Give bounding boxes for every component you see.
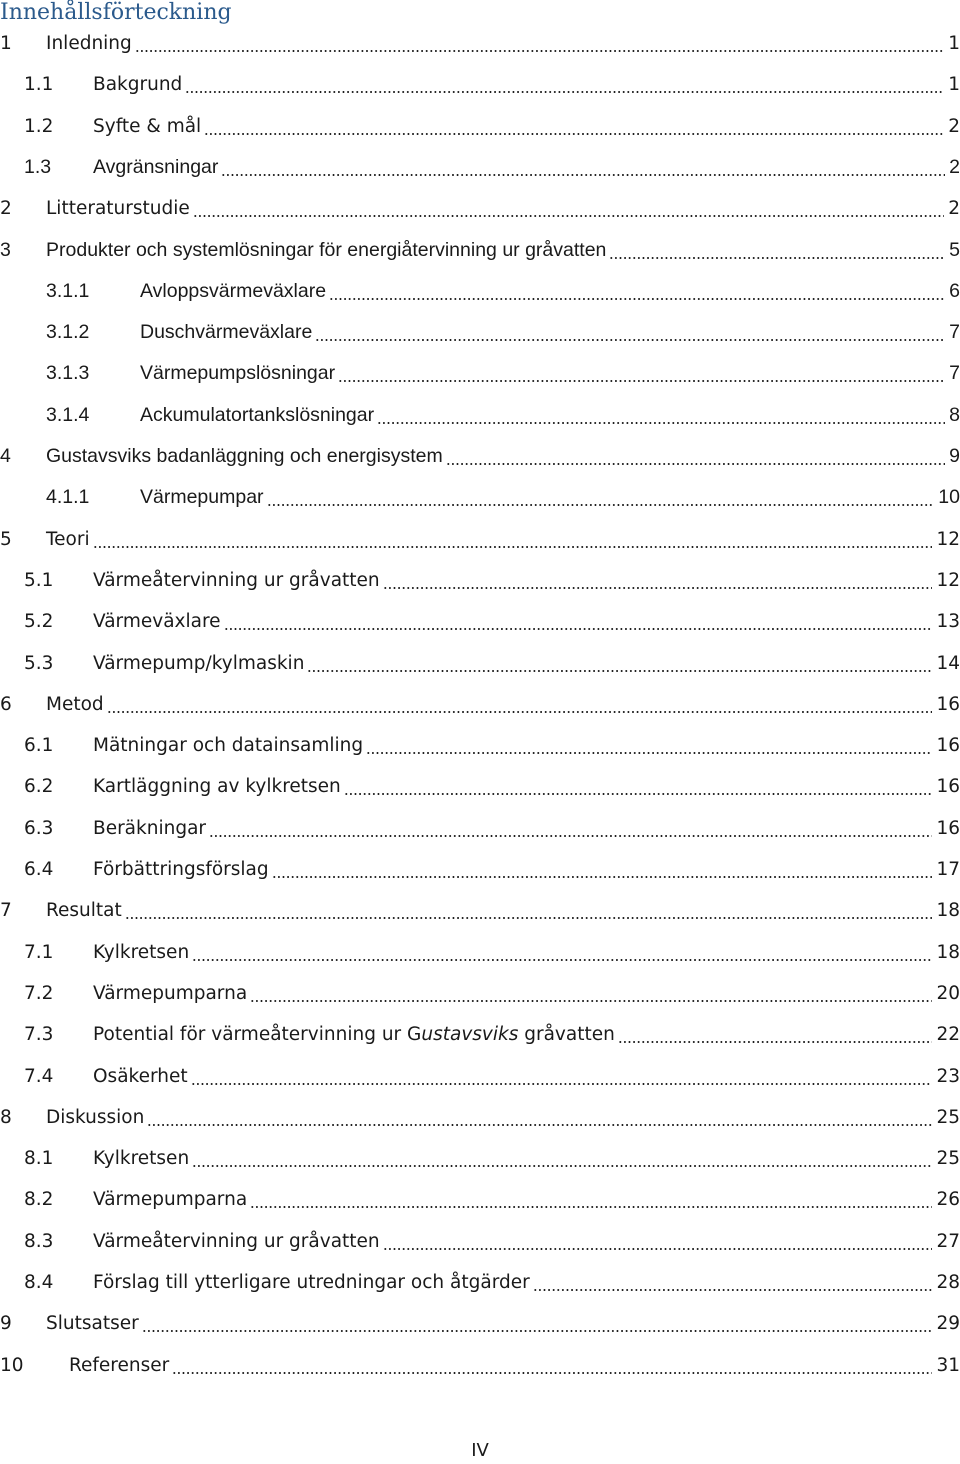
toc-dot-leader	[383, 1248, 933, 1250]
toc-entry-page: 9	[949, 445, 960, 467]
toc-entry-title-part: gråvatten	[518, 1024, 615, 1046]
toc-entry-title: Gustavsviks badanläggning och energisystem	[46, 445, 443, 467]
toc-entry-number: 7.3	[24, 1024, 54, 1046]
toc-dot-leader	[609, 257, 945, 259]
toc-entry-number: 4.1.1	[46, 486, 90, 509]
toc-dot-leader	[307, 670, 932, 672]
toc-entry[interactable]	[0, 1138, 960, 1179]
toc-entry-title: Bakgrund	[93, 74, 183, 96]
toc-entry-title: Slutsatser	[46, 1313, 139, 1335]
toc-entry-title: Litteraturstudie	[46, 198, 190, 220]
toc-entry-title: Värmeåtervinning ur gråvatten	[93, 569, 380, 591]
toc-entry-page: 16	[936, 776, 960, 798]
toc-entry-title: Värmepumpar	[140, 486, 264, 509]
toc-dot-leader	[107, 711, 933, 713]
toc-entry-page: 16	[936, 817, 960, 839]
toc-dot-leader	[193, 215, 944, 217]
toc-entry-title: Förslag till ytterligare utredningar och åtgärder	[93, 1272, 530, 1293]
toc-entry-number: 6.4	[24, 859, 54, 880]
toc-entry-page: 28	[936, 1272, 960, 1293]
toc-entry[interactable]	[0, 890, 960, 931]
toc-entry-title: Kylkretsen	[93, 1148, 190, 1170]
toc-entry-page: 26	[936, 1189, 960, 1211]
toc-entry-number: 7	[0, 900, 12, 922]
toc-entry-title: Beräkningar	[93, 817, 207, 839]
toc-entry-page: 16	[936, 735, 960, 757]
toc-dot-leader	[267, 504, 935, 506]
toc-entry[interactable]	[0, 106, 960, 147]
toc-entry-number: 1.3	[24, 155, 52, 178]
toc-entry[interactable]	[0, 932, 960, 973]
toc-entry-page: 1	[948, 33, 960, 54]
toc-dot-leader	[191, 1083, 933, 1085]
toc-entry[interactable]	[0, 312, 960, 353]
toc-entry-number: 8.3	[24, 1230, 54, 1252]
toc-entry-page: 20	[936, 982, 960, 1004]
toc-dot-leader	[446, 463, 945, 465]
toc-entry-title: Avgränsningar	[93, 155, 219, 178]
toc-entry-page: 8	[949, 403, 960, 426]
toc-entry-page: 5	[949, 238, 960, 261]
toc-dot-leader	[377, 422, 945, 424]
toc-entry-number: 3.1.4	[46, 403, 90, 426]
toc-entry-page: 10	[938, 486, 960, 509]
toc-entry-number: 4	[0, 445, 11, 467]
toc-dot-leader	[125, 917, 933, 919]
toc-dot-leader	[192, 1165, 932, 1167]
toc-entry[interactable]	[0, 436, 960, 477]
toc-dot-leader	[338, 380, 945, 382]
toc-dot-leader	[250, 1206, 932, 1208]
toc-entry-page: 23	[936, 1065, 960, 1087]
toc-entry-page: 27	[936, 1230, 960, 1252]
toc-entry-title: Värmepumparna	[93, 982, 248, 1004]
toc-dot-leader	[329, 298, 945, 300]
toc-entry-page: 7	[949, 321, 960, 344]
toc-entry-title-italic: ustavsviks	[421, 1024, 519, 1046]
toc-entry-page: 16	[936, 693, 960, 715]
toc-entry[interactable]	[0, 147, 960, 188]
toc-entry[interactable]	[0, 1221, 960, 1262]
toc-entry-page: 18	[936, 941, 960, 963]
toc-entry-page: 6	[949, 279, 960, 302]
toc-entry[interactable]	[0, 849, 960, 890]
toc-entry-page: 7	[949, 362, 960, 385]
toc-entry-title: Värmepumparna	[93, 1189, 248, 1211]
toc-entry-number: 6	[0, 693, 12, 715]
toc-entry-number: 10	[0, 1354, 24, 1376]
toc-entry-number: 6.3	[24, 817, 54, 839]
toc-entry-number: 8.1	[24, 1148, 54, 1170]
toc-entry-title: Värmepumpslösningar	[140, 362, 336, 385]
toc-entry-title: Diskussion	[46, 1106, 145, 1128]
toc-entry-number: 2	[0, 198, 12, 220]
toc-entry-page: 17	[936, 859, 960, 880]
toc-entry-number: 8	[0, 1106, 12, 1128]
toc-entry-number: 7.4	[24, 1065, 54, 1087]
toc-dot-leader	[93, 546, 933, 548]
toc-dot-leader	[172, 1372, 932, 1374]
toc-entry[interactable]	[0, 1262, 960, 1303]
toc-dot-leader	[135, 50, 944, 52]
toc-entry-title: Referenser	[69, 1354, 170, 1376]
toc-entry-page: 25	[936, 1148, 960, 1170]
toc-heading: Innehållsförteckning	[0, 0, 232, 25]
toc-dot-leader	[204, 133, 944, 135]
toc-entry-page: 2	[948, 198, 960, 220]
toc-entry-title: Inledning	[46, 33, 132, 54]
toc-dot-leader	[250, 1000, 932, 1002]
toc-entry-number: 5.2	[24, 611, 54, 633]
toc-entry[interactable]	[0, 477, 960, 518]
toc-entry-page: 14	[936, 652, 960, 674]
toc-entry-title: Värmepump/kylmaskin	[93, 652, 305, 674]
toc-entry[interactable]	[0, 1014, 960, 1055]
toc-entry[interactable]	[0, 353, 960, 394]
toc-entry-title: Kylkretsen	[93, 941, 190, 963]
toc-entry-number: 1	[0, 33, 12, 54]
toc-dot-leader	[344, 793, 933, 795]
toc-entry-number: 8.4	[24, 1272, 54, 1293]
toc-dot-leader	[272, 876, 933, 878]
toc-entry-title: Kartläggning av kylkretsen	[93, 776, 341, 798]
toc-entry-page: 2	[949, 155, 960, 178]
toc-dot-leader	[209, 835, 932, 837]
toc-entry-page: 18	[936, 900, 960, 922]
toc-entry[interactable]	[0, 271, 960, 312]
toc-entry[interactable]	[0, 1179, 960, 1220]
toc-entry-number: 6.1	[24, 735, 54, 757]
toc-dot-leader	[185, 91, 944, 93]
toc-entry-number: 7.1	[24, 941, 54, 963]
toc-entry[interactable]	[0, 643, 960, 684]
toc-entry-title: Ackumulatortankslösningar	[140, 403, 375, 426]
toc-entry-page: 2	[948, 115, 960, 137]
toc-entry[interactable]	[0, 188, 960, 229]
toc-entry-title: Värmeåtervinning ur gråvatten	[93, 1230, 380, 1252]
toc-entry-title: Teori	[46, 528, 90, 550]
toc-entry-title: Värmeväxlare	[93, 611, 221, 633]
toc-entry[interactable]	[0, 395, 960, 436]
toc-entry-number: 5.1	[24, 569, 54, 591]
toc-entry-title: Produkter och systemlösningar för energiåtervinning ur gråvatten	[46, 238, 607, 261]
toc-entry-number: 8.2	[24, 1189, 54, 1211]
toc-entry-page: 31	[936, 1354, 960, 1376]
toc-entry-page: 12	[936, 528, 960, 550]
toc-entry[interactable]	[0, 725, 960, 766]
toc-dot-leader	[366, 752, 932, 754]
toc-entry-number: 7.2	[24, 982, 54, 1004]
page-number: IV	[471, 1440, 489, 1461]
toc-entry-number: 5	[0, 528, 12, 550]
toc-entry-title: Förbättringsförslag	[93, 859, 269, 880]
toc-entry-page: 13	[936, 611, 960, 633]
toc-entry-page: 22	[936, 1024, 960, 1046]
toc-entry-number: 9	[0, 1313, 12, 1335]
toc-entry-number: 1.1	[24, 74, 54, 96]
toc-entry-page: 29	[936, 1313, 960, 1335]
toc-entry-number: 1.2	[24, 115, 54, 137]
toc-dot-leader	[618, 1041, 933, 1043]
toc-entry[interactable]	[0, 808, 960, 849]
toc-entry[interactable]	[0, 560, 960, 601]
toc-entry[interactable]	[0, 1056, 960, 1097]
toc-entry[interactable]	[0, 684, 960, 725]
toc-entry-title: Resultat	[46, 900, 122, 922]
toc-entry-title-part: Potential för värmeåtervinning ur G	[93, 1024, 422, 1046]
toc-entry[interactable]	[0, 973, 960, 1014]
toc-entry[interactable]	[0, 230, 960, 271]
toc-entry[interactable]	[0, 23, 960, 64]
toc-entry-title: Metod	[46, 693, 104, 715]
toc-entry[interactable]	[0, 1097, 960, 1138]
toc-dot-leader	[315, 339, 945, 341]
toc-entry-title: Mätningar och datainsamling	[93, 735, 364, 757]
toc-dot-leader	[192, 959, 932, 961]
toc-entry-number: 3.1.1	[46, 279, 90, 302]
toc-entry-title: Avloppsvärmeväxlare	[140, 279, 327, 302]
toc-entry-number: 6.2	[24, 776, 54, 798]
toc-entry[interactable]	[0, 1345, 960, 1386]
toc-entry-title: Duschvärmeväxlare	[140, 321, 313, 344]
toc-dot-leader	[221, 174, 945, 176]
toc-entry[interactable]	[0, 519, 960, 560]
toc-dot-leader	[142, 1330, 933, 1332]
toc-entry-number: 3.1.3	[46, 362, 90, 385]
toc-entry[interactable]	[0, 64, 960, 105]
toc-dot-leader	[383, 587, 933, 589]
toc-entry-page: 1	[948, 74, 960, 96]
toc-entry-number: 3	[0, 238, 11, 261]
toc-entry-title: Osäkerhet	[93, 1065, 188, 1087]
toc-dot-leader	[224, 628, 933, 630]
toc-entry-number: 5.3	[24, 652, 54, 674]
toc-entry-page: 12	[936, 569, 960, 591]
toc-dot-leader	[147, 1124, 932, 1126]
toc-entry[interactable]	[0, 601, 960, 642]
toc-entry-title: Syfte & mål	[93, 115, 202, 137]
toc-dot-leader	[533, 1289, 933, 1291]
toc-entry[interactable]	[0, 766, 960, 807]
toc-entry-number: 3.1.2	[46, 321, 90, 344]
toc-entry-page: 25	[936, 1106, 960, 1128]
toc-entry[interactable]	[0, 1303, 960, 1344]
toc-entry-title	[93, 1024, 615, 1045]
